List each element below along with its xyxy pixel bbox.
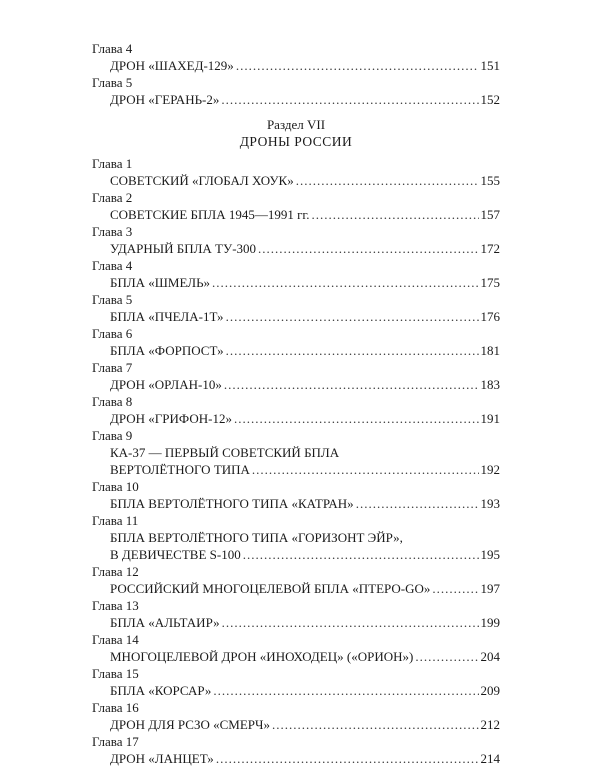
chapter-title-first-line: КА-37 — ПЕРВЫЙ СОВЕТСКИЙ БПЛА [110,445,340,460]
dot-leader [222,614,479,631]
chapter-title: ДРОН «ШАХЕД-129» [110,58,234,73]
page-number: 155 [480,173,500,188]
toc-chapter [92,291,500,325]
toc-entry-link[interactable] [92,614,500,631]
toc-chapter [92,189,500,223]
chapter-label: Глава 12 [92,564,139,579]
toc-entry-link[interactable] [92,648,500,665]
chapter-label: Глава 7 [92,360,133,375]
page-number: 151 [480,58,500,73]
page-number: 195 [480,547,500,562]
page-number: 157 [480,207,500,222]
chapter-label: Глава 6 [92,326,133,341]
toc-entry-link[interactable] [92,376,500,393]
toc-chapter [92,155,500,189]
toc-entry-link[interactable] [92,461,500,478]
toc-entry-link[interactable] [92,172,500,189]
dot-leader [415,648,478,665]
chapter-label: Глава 1 [92,156,133,171]
toc-entry-link[interactable] [92,342,500,359]
toc-chapter [92,359,500,393]
chapter-label: Глава 9 [92,428,133,443]
toc-chapter [92,257,500,291]
page-number: 193 [480,496,500,511]
toc-chapter [92,631,500,665]
dot-leader [213,682,478,699]
toc-chapter [92,699,500,733]
chapter-label: Глава 2 [92,190,133,205]
chapter-label: Глава 17 [92,734,139,749]
toc-entry-link[interactable] [92,206,500,223]
dot-leader [252,461,479,478]
toc-chapter [92,40,500,74]
chapter-title: ДРОН «ОРЛАН-10» [110,377,222,392]
chapter-label: Глава 10 [92,479,139,494]
chapter-title: В ДЕВИЧЕСТВЕ S-100 [110,547,241,562]
chapter-title: СОВЕТСКИЕ БПЛА 1945—1991 гг. [110,207,310,222]
toc-entry-link[interactable] [92,580,500,597]
toc-chapter [92,563,500,597]
dot-leader [272,716,479,733]
chapter-title: УДАРНЫЙ БПЛА ТУ-300 [110,241,257,256]
dot-leader [221,91,478,108]
page-number: 191 [480,411,500,426]
chapter-label: Глава 3 [92,224,133,239]
toc-entry-link[interactable] [92,57,500,74]
chapter-label: Глава 14 [92,632,139,647]
dot-leader [243,546,479,563]
chapter-label: Глава 4 [92,41,133,56]
page-number: 197 [480,581,500,596]
chapter-title: БПЛА «ФОРПОСТ» [110,343,224,358]
chapter-label: Глава 5 [92,75,133,90]
chapter-title: БПЛА «ПЧЕЛА-1Т» [110,309,224,324]
chapter-title: БПЛА «АЛЬТАИР» [110,615,220,630]
page-number: 152 [480,92,500,107]
chapter-title: БПЛА «КОРСАР» [110,683,212,698]
toc-entry-link[interactable] [92,274,500,291]
dot-leader [224,376,479,393]
toc-chapter [92,223,500,257]
toc-chapter [92,74,500,108]
toc-entry-link[interactable] [92,410,500,427]
section-title: ДРОНЫ РОССИИ [239,134,353,149]
toc-entry-link[interactable] [92,240,500,257]
chapter-title-first-line: БПЛА ВЕРТОЛЁТНОГО ТИПА «ГОРИЗОНТ ЭЙР», [110,530,403,545]
chapter-title: РОССИЙСКИЙ МНОГОЦЕЛЕВОЙ БПЛА «ПТЕРО-GO» [110,581,431,596]
chapter-label: Глава 13 [92,598,139,613]
page-number: 209 [480,683,500,698]
page-number: 192 [480,462,500,477]
dot-leader [226,342,479,359]
toc-chapter [92,427,500,478]
toc-chapter [92,393,500,427]
chapter-title: БПЛА ВЕРТОЛЁТНОГО ТИПА «КАТРАН» [110,496,354,511]
section-number: Раздел VII [266,117,326,132]
dot-leader [226,308,479,325]
chapter-list [92,155,500,767]
chapter-label: Глава 11 [92,513,139,528]
page-number: 181 [480,343,500,358]
chapter-label: Глава 15 [92,666,139,681]
dot-leader [356,495,479,512]
chapter-title: ВЕРТОЛЁТНОГО ТИПА [110,462,250,477]
toc-chapter [92,597,500,631]
toc-entry-link[interactable] [92,546,500,563]
page-number: 212 [480,717,500,732]
chapter-label: Глава 5 [92,292,133,307]
toc-chapter [92,733,500,767]
toc-entry-link[interactable] [92,716,500,733]
chapter-label: Глава 16 [92,700,139,715]
toc-chapter [92,325,500,359]
page-number: 199 [480,615,500,630]
dot-leader [432,580,478,597]
page-number: 204 [480,649,500,664]
dot-leader [216,750,479,767]
toc-entry-link[interactable] [92,750,500,767]
chapter-title: ДРОН «ГРИФОН-12» [110,411,232,426]
dot-leader [234,410,479,427]
chapter-title: ДРОН «ЛАНЦЕТ» [110,751,214,766]
previous-section-chapters [92,40,500,108]
toc-entry-link[interactable] [92,308,500,325]
dot-leader [296,172,479,189]
page-number: 172 [480,241,500,256]
dot-leader [312,206,479,223]
page-number: 176 [480,309,500,324]
chapter-title: МНОГОЦЕЛЕВОЙ ДРОН «ИНОХОДЕЦ» («ОРИОН») [110,649,414,664]
chapter-title: БПЛА «ШМЕЛЬ» [110,275,211,290]
toc-chapter [92,512,500,563]
chapter-label: Глава 4 [92,258,133,273]
page-number: 214 [480,751,500,766]
chapter-label: Глава 8 [92,394,133,409]
toc-chapter [92,665,500,699]
table-of-contents [92,40,500,767]
chapter-title: СОВЕТСКИЙ «ГЛОБАЛ ХОУК» [110,173,294,188]
chapter-title: ДРОН «ГЕРАНЬ-2» [110,92,220,107]
page-number: 183 [480,377,500,392]
chapter-title: ДРОН ДЛЯ РСЗО «СМЕРЧ» [110,717,270,732]
dot-leader [258,240,478,257]
toc-chapter [92,478,500,512]
page-number: 175 [480,275,500,290]
toc-entry-link[interactable] [92,91,500,108]
dot-leader [236,57,479,74]
section-heading [92,116,500,151]
dot-leader [212,274,478,291]
toc-entry-link[interactable] [92,682,500,699]
toc-entry-link[interactable] [92,495,500,512]
